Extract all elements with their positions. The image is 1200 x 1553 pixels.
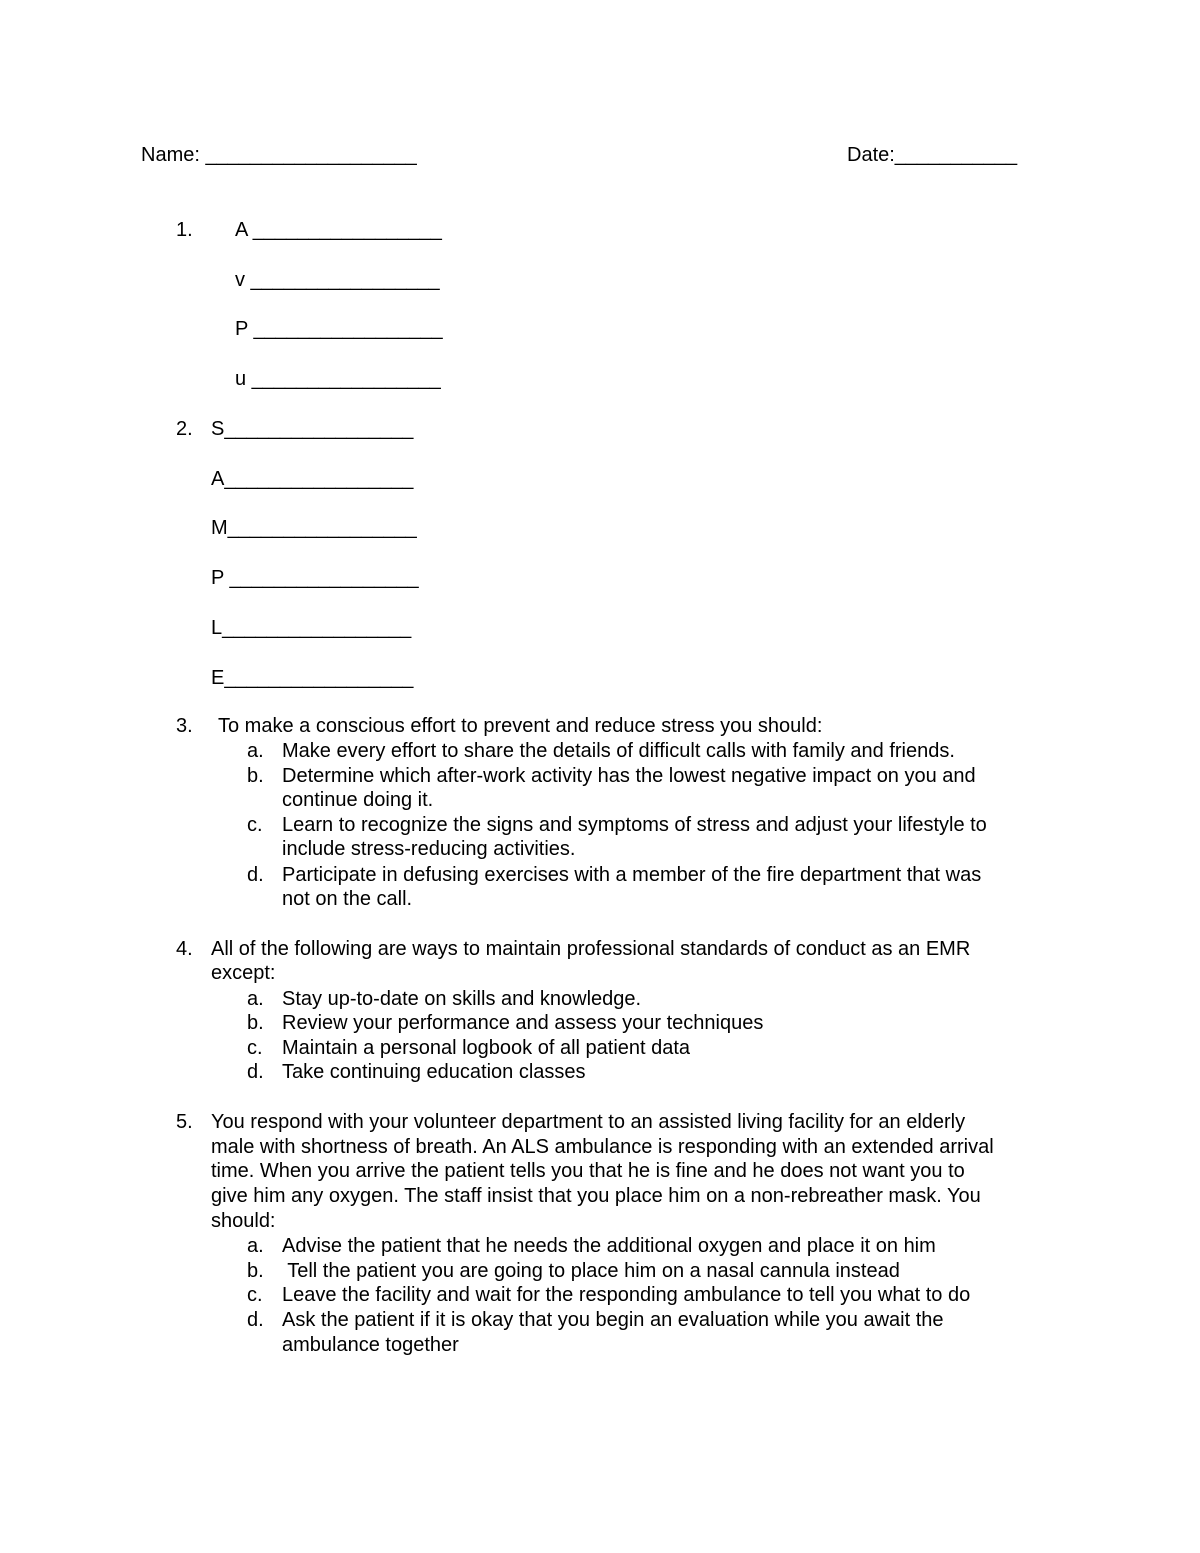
option-text: Take continuing education classes [282,1061,586,1083]
option-text: Tell the patient you are going to place him on a nasal cannula instead [282,1260,900,1282]
blank-line-s: S_________________ [211,418,414,440]
question-stem: except: [211,962,276,984]
name-field-label: Name: ___________________ [141,144,417,166]
blank-line-v: v _________________ [235,269,440,291]
option-letter: d. [247,1061,264,1083]
question-stem: All of the following are ways to maintain professional standards of conduct as an EMR [211,938,971,960]
option-letter: d. [247,1309,264,1331]
question-stem: give him any oxygen. The staff insist that you place him on a non-rebreather mask. You [211,1185,981,1207]
option-letter: b. [247,1260,264,1282]
question-stem: male with shortness of breath. An ALS ambulance is responding with an extended arrival [211,1136,994,1158]
option-letter: b. [247,765,264,787]
option-letter: d. [247,864,264,886]
option-text: Learn to recognize the signs and symptoms of stress and adjust your lifestyle to [282,814,987,836]
question-number: 2. [176,418,193,440]
blank-line-p: P _________________ [235,318,443,340]
blank-line-a: A_________________ [211,468,414,490]
blank-line-u: u _________________ [235,368,441,390]
option-text: ambulance together [282,1334,459,1356]
blank-line-m: M_________________ [211,517,417,539]
question-number: 4. [176,938,193,960]
question-number: 5. [176,1111,193,1133]
question-stem: time. When you arrive the patient tells you that he is fine and he does not want you to [211,1160,965,1182]
option-text: Advise the patient that he needs the additional oxygen and place it on him [282,1235,936,1257]
blank-line-l: L_________________ [211,617,412,639]
blank-line-p: P _________________ [211,567,419,589]
option-letter: c. [247,1284,263,1306]
option-letter: c. [247,1037,263,1059]
option-text: Review your performance and assess your techniques [282,1012,764,1034]
option-letter: c. [247,814,263,836]
option-text: include stress-reducing activities. [282,838,576,860]
option-text: Determine which after-work activity has the lowest negative impact on you and [282,765,976,787]
option-text: not on the call. [282,888,413,910]
question-stem: should: [211,1210,276,1232]
option-text: Make every effort to share the details of difficult calls with family and friends. [282,740,955,762]
option-text: Maintain a personal logbook of all patient data [282,1037,691,1059]
option-text: Stay up-to-date on skills and knowledge. [282,988,642,1010]
option-text: Ask the patient if it is okay that you begin an evaluation while you await the [282,1309,944,1331]
option-text: Participate in defusing exercises with a member of the fire department that was [282,864,982,886]
question-stem: You respond with your volunteer department to an assisted living facility for an elderly [211,1111,966,1133]
option-letter: a. [247,1235,264,1257]
question-number: 1. [176,219,193,241]
blank-line-e: E_________________ [211,667,414,689]
date-field-label: Date:___________ [847,144,1018,166]
question-stem: To make a conscious effort to prevent and reduce stress you should: [218,715,823,737]
option-letter: b. [247,1012,264,1034]
option-text: continue doing it. [282,789,434,811]
option-letter: a. [247,988,264,1010]
option-letter: a. [247,740,264,762]
option-text: Leave the facility and wait for the responding ambulance to tell you what to do [282,1284,971,1306]
question-number: 3. [176,715,193,737]
blank-line-a: A _________________ [235,219,442,241]
